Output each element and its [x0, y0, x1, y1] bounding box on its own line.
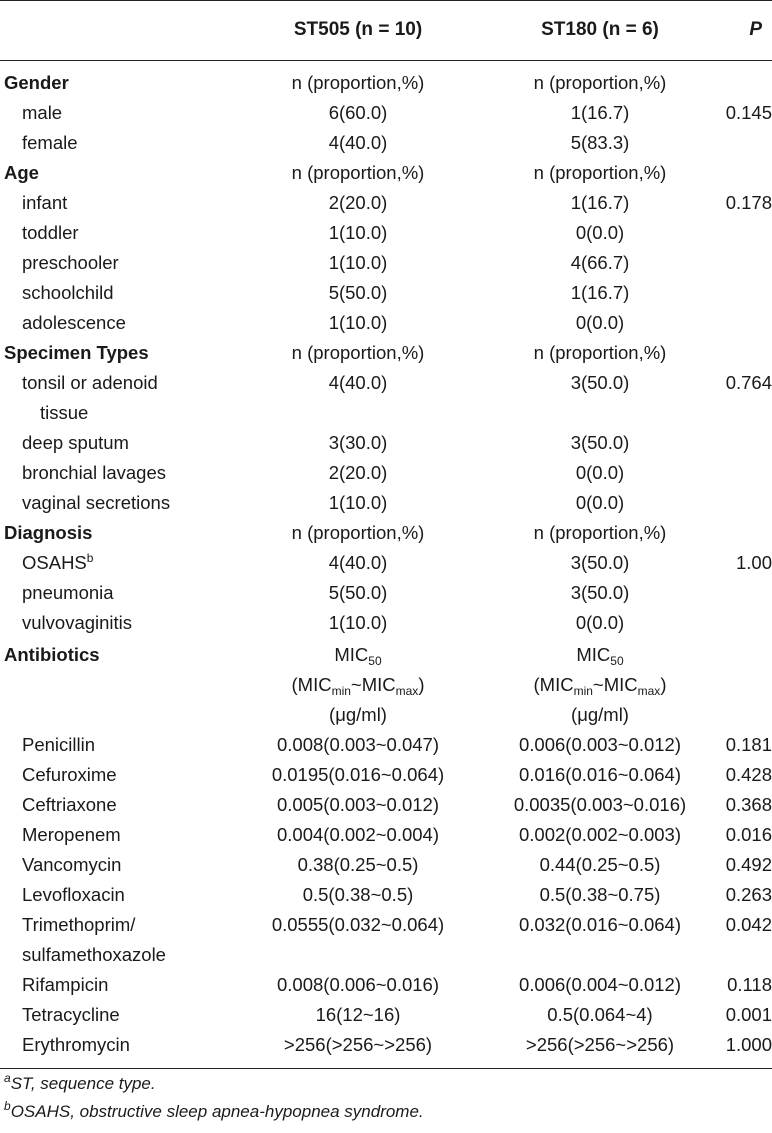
p-value: 0.764	[725, 372, 772, 393]
st505-value: 1(10.0)	[328, 312, 388, 333]
row-label: schoolchild	[22, 282, 114, 303]
st180-value: 3(50.0)	[570, 552, 630, 573]
row-label: Levofloxacin	[22, 884, 125, 905]
st505-value: n (proportion,%)	[291, 72, 425, 93]
row-label: Erythromycin	[22, 1034, 130, 1055]
st180-value: 0.0035(0.003~0.016)	[513, 794, 687, 815]
table-row	[0, 248, 772, 278]
p-value: 0.368	[725, 794, 772, 815]
header-rule	[0, 60, 772, 61]
row-label: Trimethoprim/	[22, 914, 136, 935]
row-label: Penicillin	[22, 734, 96, 755]
st505-value: 16(12~16)	[315, 1004, 401, 1025]
st180-value: 1(16.7)	[570, 102, 630, 123]
st180-value: 3(50.0)	[570, 582, 630, 603]
header-p: P	[749, 19, 762, 40]
p-value: 0.042	[725, 914, 772, 935]
row-label: Cefuroxime	[22, 764, 117, 785]
st505-value: 1(10.0)	[328, 612, 388, 633]
st180-value: 1(16.7)	[570, 282, 630, 303]
st180-value: 0(0.0)	[575, 462, 625, 483]
table-row	[0, 880, 772, 910]
antibiotics-label: Antibiotics	[4, 644, 100, 665]
row-label: Age	[4, 162, 39, 183]
st180-value: 0(0.0)	[575, 222, 625, 243]
row-label: tonsil or adenoid	[22, 372, 158, 393]
table-row	[0, 98, 772, 128]
st505-value: >256(>256~>256)	[283, 1034, 433, 1055]
st505-value: 5(50.0)	[328, 282, 388, 303]
st180-value: >256(>256~>256)	[525, 1034, 675, 1055]
header-st505: ST505 (n = 10)	[293, 19, 423, 40]
st505-value: 0.005(0.003~0.012)	[276, 794, 439, 815]
st505-value: 2(20.0)	[328, 192, 388, 213]
row-label: adolescence	[22, 312, 126, 333]
table-row	[0, 398, 772, 428]
st505-value: 4(40.0)	[328, 372, 388, 393]
st180-value: 0(0.0)	[575, 612, 625, 633]
footnote-a: $^a$ST, sequence type.	[4, 1071, 156, 1093]
st180-value: 5(83.3)	[570, 132, 630, 153]
st505-value: 4(40.0)	[328, 132, 388, 153]
st505-value: 3(30.0)	[328, 432, 388, 453]
p-value: 1.000	[725, 1034, 772, 1055]
p-value: 0.118	[727, 974, 772, 995]
st180-value: 0.5(0.064~4)	[547, 1004, 653, 1025]
st505-value: 1(10.0)	[328, 252, 388, 273]
mic-header-row	[0, 640, 772, 730]
table-row	[0, 428, 772, 458]
p-value: 0.492	[725, 854, 772, 875]
table-row	[0, 158, 772, 188]
table-row	[0, 548, 772, 578]
mic-header-st180: $MIC_{50}$ $(MIC_{min}\sim MIC_{max})$ (μg/ml)	[533, 644, 667, 725]
row-label: deep sputum	[22, 432, 129, 453]
table-row	[0, 970, 772, 1000]
table-row	[0, 608, 772, 638]
st505-value: 1(10.0)	[328, 492, 388, 513]
st180-value: n (proportion,%)	[533, 162, 667, 183]
table-row	[0, 458, 772, 488]
st505-value: 0.0555(0.032~0.064)	[271, 914, 445, 935]
row-label: Gender	[4, 72, 69, 93]
table-row	[0, 308, 772, 338]
p-value: 0.181	[725, 734, 772, 755]
row-label: bronchial lavages	[22, 462, 166, 483]
table-row	[0, 578, 772, 608]
table-bottom-rule	[0, 1068, 772, 1069]
row-label: Rifampicin	[22, 974, 109, 995]
st505-value: 5(50.0)	[328, 582, 388, 603]
row-label: Ceftriaxone	[22, 794, 117, 815]
row-label: Diagnosis	[4, 522, 93, 543]
table-row	[0, 368, 772, 398]
table-row	[0, 68, 772, 98]
st180-value: 0.006(0.003~0.012)	[518, 734, 681, 755]
p-value: 0.145	[725, 102, 772, 123]
st180-value: 1(16.7)	[570, 192, 630, 213]
row-label: vulvovaginitis	[22, 612, 133, 633]
table-row	[0, 1030, 772, 1060]
p-value: 0.178	[725, 192, 772, 213]
p-value: 1.00	[735, 552, 772, 573]
table-row	[0, 188, 772, 218]
st180-value: 3(50.0)	[570, 432, 630, 453]
table-row	[0, 790, 772, 820]
row-label: sulfamethoxazole	[22, 944, 166, 965]
st180-value: 0.016(0.016~0.064)	[518, 764, 681, 785]
st180-value: 0(0.0)	[575, 492, 625, 513]
st505-value: 6(60.0)	[328, 102, 388, 123]
table-row	[0, 488, 772, 518]
st505-value: 1(10.0)	[328, 222, 388, 243]
table-row	[0, 1000, 772, 1030]
table-row	[0, 278, 772, 308]
row-label: toddler	[22, 222, 79, 243]
st505-value: 0.008(0.006~0.016)	[276, 974, 439, 995]
st180-value: n (proportion,%)	[533, 72, 667, 93]
row-label: Vancomycin	[22, 854, 122, 875]
table-row	[0, 910, 772, 940]
row-label: male	[22, 102, 63, 123]
row-label: Specimen Types	[4, 342, 149, 363]
p-value: 0.428	[725, 764, 772, 785]
st505-value: n (proportion,%)	[291, 522, 425, 543]
row-label: Meropenem	[22, 824, 121, 845]
st505-value: 0.004(0.002~0.004)	[276, 824, 439, 845]
table-row	[0, 518, 772, 548]
st180-value: 0.006(0.004~0.012)	[518, 974, 681, 995]
st505-value: 4(40.0)	[328, 552, 388, 573]
footnote-b: $^b$OSAHS, obstructive sleep apnea-hypopnea syndrome.	[4, 1099, 424, 1121]
st180-value: n (proportion,%)	[533, 342, 667, 363]
st180-value: 0(0.0)	[575, 312, 625, 333]
st180-value: 3(50.0)	[570, 372, 630, 393]
st505-value: n (proportion,%)	[291, 342, 425, 363]
p-value: 0.016	[725, 824, 772, 845]
row-label: infant	[22, 192, 68, 213]
st180-value: 0.032(0.016~0.064)	[518, 914, 681, 935]
st505-value: 0.008(0.003~0.047)	[276, 734, 439, 755]
table-row	[0, 850, 772, 880]
row-label: female	[22, 132, 78, 153]
row-label: OSAHS$^b$	[22, 551, 94, 573]
st180-value: 0.002(0.002~0.003)	[518, 824, 681, 845]
st505-value: 0.0195(0.016~0.064)	[271, 764, 445, 785]
table-row	[0, 940, 772, 970]
st180-value: n (proportion,%)	[533, 522, 667, 543]
row-label: preschooler	[22, 252, 119, 273]
p-value: 0.263	[725, 884, 772, 905]
table-row	[0, 760, 772, 790]
row-label: Tetracycline	[22, 1004, 120, 1025]
st505-value: 2(20.0)	[328, 462, 388, 483]
st180-value: 4(66.7)	[570, 252, 630, 273]
table-row	[0, 338, 772, 368]
table-row	[0, 730, 772, 760]
st505-value: 0.38(0.25~0.5)	[297, 854, 419, 875]
header-st180: ST180 (n = 6)	[541, 19, 659, 40]
st180-value: 0.5(0.38~0.75)	[539, 884, 661, 905]
p-value: 0.001	[725, 1004, 772, 1025]
table-row	[0, 128, 772, 158]
mic-header-st505: $MIC_{50}$ $(MIC_{min}\sim MIC_{max})$ (μg/ml)	[291, 644, 425, 725]
row-label: tissue	[40, 402, 89, 423]
st180-value: 0.44(0.25~0.5)	[539, 854, 661, 875]
table-top-rule	[0, 0, 772, 1]
table-row	[0, 218, 772, 248]
st505-value: n (proportion,%)	[291, 162, 425, 183]
row-label: vaginal secretions	[22, 492, 171, 513]
row-label: pneumonia	[22, 582, 114, 603]
table-row	[0, 820, 772, 850]
st505-value: 0.5(0.38~0.5)	[302, 884, 414, 905]
